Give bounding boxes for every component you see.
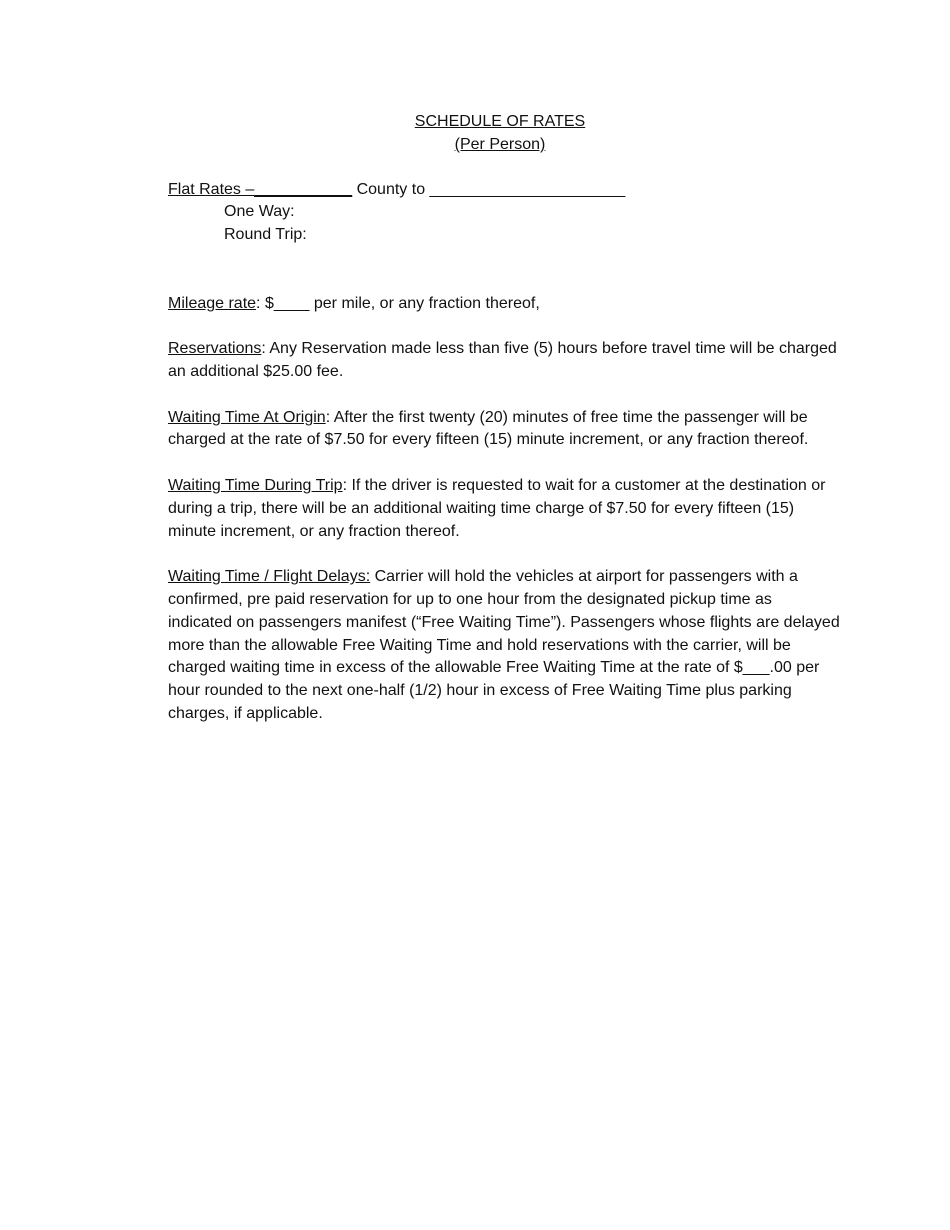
waiting-flight-paragraph <box>168 566 840 726</box>
document-subtitle-line <box>164 134 836 157</box>
document-subtitle: (Per Person) <box>454 135 546 153</box>
flat-rates-label: Flat Rates – <box>168 180 255 198</box>
waiting-flight-text: Carrier will hold the vehicles at airport for passengers with a confirmed, pre paid reservation for up to one hour from the designated pickup time as indicated on passengers manifest (“Free Waiting Time”). Passengers whose flights are delayed more than the allowable Free Waiting Time and hold reservations with the carrier, will be charged waiting time in excess of the allowable Free Waiting Time at the rate of $___.00 per hour rounded to the next one-half (1/2) hour in excess of Free Waiting Time plus parking charges, if applicable. <box>168 568 840 722</box>
waiting-origin-heading: Waiting Time At Origin <box>168 408 326 426</box>
reservations-paragraph <box>168 338 840 384</box>
waiting-trip-paragraph <box>168 475 840 543</box>
reservations-heading: Reservations <box>168 340 262 358</box>
reservations-text: : Any Reservation made less than five (5) hours before travel time will be charged an additional $25.00 fee. <box>168 340 837 380</box>
one-way-label: One Way: <box>224 203 295 221</box>
waiting-trip-heading: Waiting Time During Trip <box>168 476 343 494</box>
document-title-line <box>164 111 836 134</box>
document-body <box>168 111 840 726</box>
waiting-origin-paragraph <box>168 407 840 453</box>
title-block <box>168 111 840 157</box>
waiting-trip-text: : If the driver is requested to wait for a customer at the destination or during a trip, there will be an additional waiting time charge of $7.50 for every fifteen (15) minute increment, or any fraction thereof. <box>168 476 826 540</box>
mileage-paragraph <box>168 293 840 316</box>
document-title: SCHEDULE OF RATES <box>414 113 586 130</box>
waiting-origin-text: : After the first twenty (20) minutes of free time the passenger will be charged at the rate of $7.50 for every fifteen (15) minute increment, or any fraction thereof. <box>168 408 809 449</box>
flat-rates-line <box>168 179 840 202</box>
waiting-flight-heading: Waiting Time / Flight Delays: <box>168 568 371 586</box>
mileage-heading: Mileage rate <box>168 294 257 312</box>
mileage-text: : $____ per mile, or any fraction thereof, <box>256 294 540 312</box>
flat-rates-county-to: County to <box>352 180 430 198</box>
flat-rates-section <box>168 179 840 247</box>
flat-rates-destination-blank: ______________________ <box>429 180 626 198</box>
flat-rates-county-blank: ___________ <box>254 180 353 198</box>
round-trip-label: Round Trip: <box>224 226 307 244</box>
